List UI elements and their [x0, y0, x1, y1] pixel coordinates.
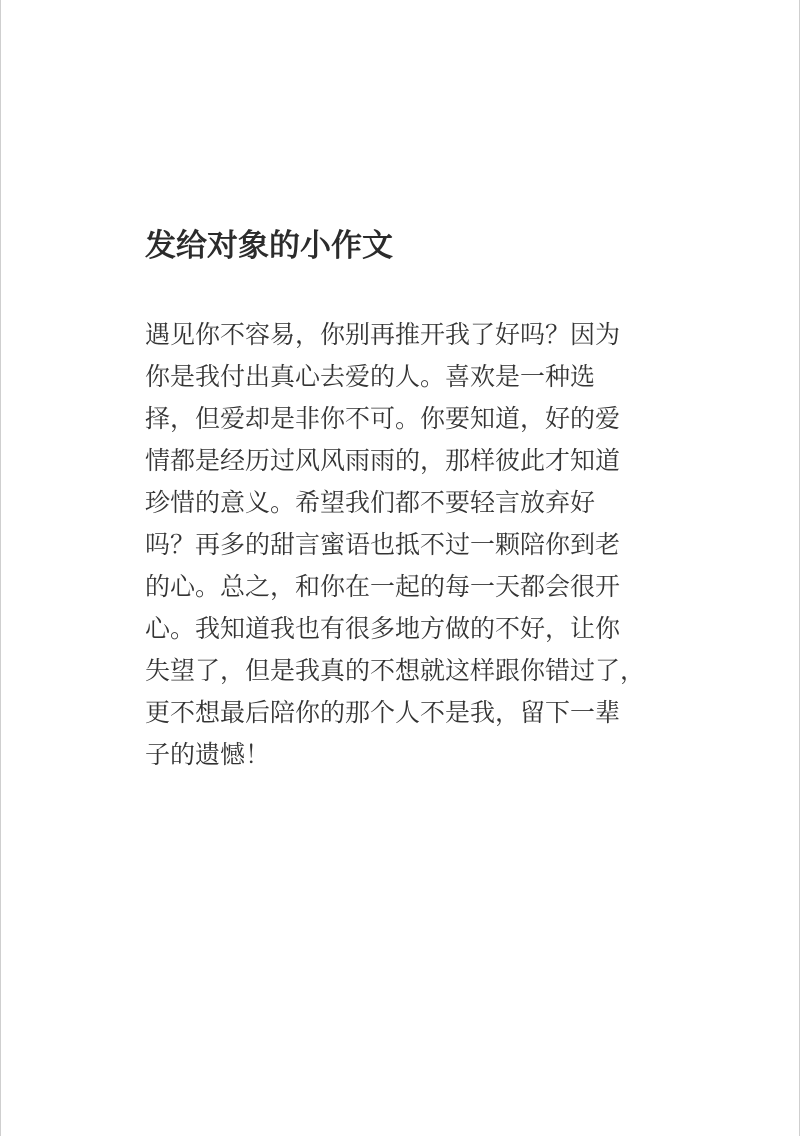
body-line: 珍惜的意义。希望我们都不要轻言放弃好 [145, 488, 596, 517]
body-line: 择，但爱却是非你不可。你要知道，好的爱 [145, 404, 621, 433]
body-line: 遇见你不容易，你别再推开我了好吗？因为 [145, 320, 621, 349]
document-body [145, 314, 665, 776]
body-line: 吗？再多的甜言蜜语也抵不过一颗陪你到老 [145, 530, 621, 559]
body-line: 子的遗憾！ [145, 740, 271, 769]
body-line: 情都是经历过风风雨雨的，那样彼此才知道 [145, 446, 621, 475]
body-line: 心。我知道我也有很多地方做的不好，让你 [145, 614, 621, 643]
body-line: 失望了，但是我真的不想就这样跟你错过了， [145, 656, 646, 685]
body-line: 更不想最后陪你的那个人不是我，留下一辈 [145, 698, 621, 727]
body-line: 你是我付出真心去爱的人。喜欢是一种选 [145, 362, 596, 391]
document-title: 发给对象的小作文 [145, 228, 393, 264]
body-line: 的心。总之，和你在一起的每一天都会很开 [145, 572, 621, 601]
